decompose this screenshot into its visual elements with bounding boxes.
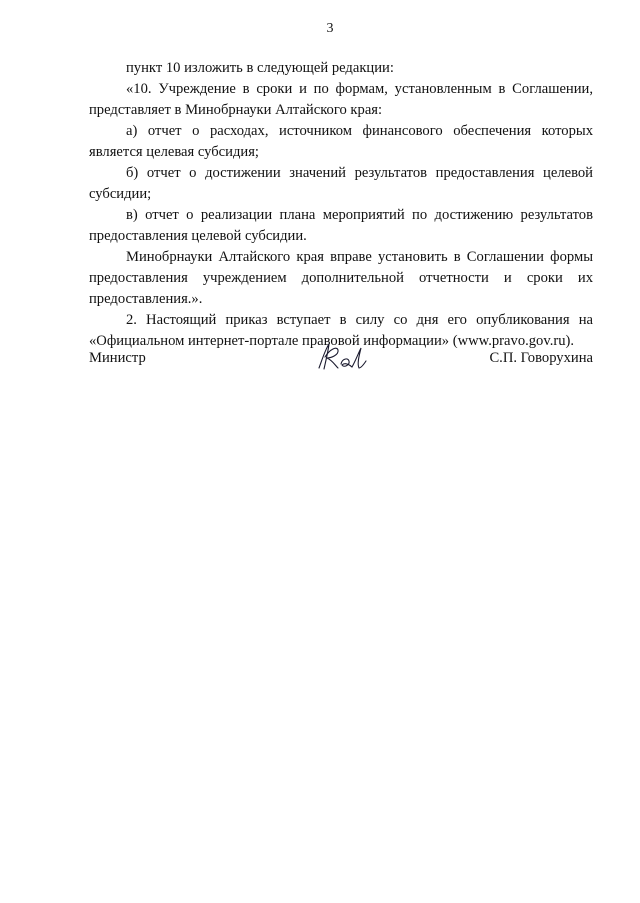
signatory-name: С.П. Говорухина (489, 350, 593, 366)
paragraph-effective-date: 2. Настоящий приказ вступает в силу со дня его опубликования на «Официальном интернет-портале правовой информации» (www.pravo.gov.ru). (89, 312, 593, 349)
paragraph-intro: пункт 10 изложить в следующей редакции: (126, 60, 394, 76)
signature-block (89, 340, 593, 380)
paragraph-additional-reporting: Минобрнауки Алтайского края вправе установить в Соглашении формы предоставления учреждением дополнительной отчетности и сроки их предоставления.». (89, 249, 593, 307)
page-number: 3 (326, 21, 334, 36)
paragraph-item-b: б) отчет о достижении значений результатов предоставления целевой субсидии; (89, 165, 593, 202)
document-body (89, 58, 593, 352)
paragraph-item-a: а) отчет о расходах, источником финансового обеспечения которых является целевая субсидия; (89, 123, 593, 160)
paragraph-clause-10: «10. Учреждение в сроки и по формам, установленным в Соглашении, представляет в Минобрнауки Алтайского края: (89, 81, 593, 118)
paragraph-item-c: в) отчет о реализации плана мероприятий по достижению результатов предоставления целевой субсидии. (89, 207, 593, 244)
signatory-position: Министр (89, 350, 146, 366)
handwritten-signature (313, 340, 369, 374)
